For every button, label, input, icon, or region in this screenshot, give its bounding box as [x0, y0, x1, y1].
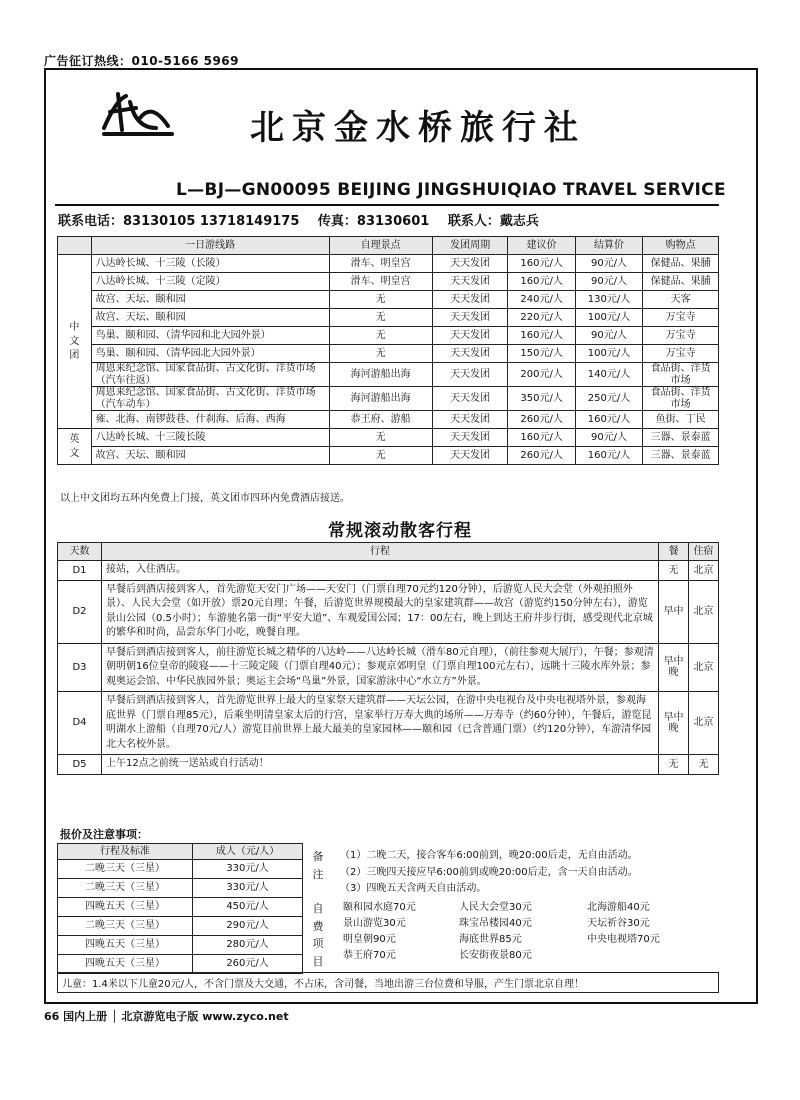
pricing-table	[57, 843, 303, 974]
divider	[55, 204, 719, 206]
pricing-heading: 报价及注意事项：	[60, 828, 148, 841]
cell-settle: 90元/人	[575, 273, 642, 291]
cell-self: 无	[329, 309, 432, 327]
ad-hotline: 广告征订热线：010-5166 5969	[44, 54, 240, 68]
table-row	[58, 363, 719, 387]
cell-cycle: 天天发团	[432, 363, 508, 387]
cell-shop: 鱼街、丁民	[643, 411, 719, 429]
cell-self: 无	[329, 447, 432, 465]
cell-self: 恭王府、游船	[329, 411, 432, 429]
cell-adult-price: 330元/人	[193, 879, 303, 898]
cell-adult-price: 290元/人	[193, 917, 303, 936]
selfpay-item: 北海游船40元	[587, 902, 650, 913]
remark-item: （2）三晚四天接应早6:00前到或晚20:00后走，含一天自由活动。	[340, 866, 638, 878]
header-meal: 餐	[659, 543, 689, 561]
selfpay-item: 景山游览30元	[343, 918, 406, 929]
contact-person: 联系人：戴志兵	[447, 214, 539, 229]
cell-cycle: 天天发团	[432, 327, 508, 345]
header-day: 天数	[58, 543, 102, 561]
header-shop: 购物点	[643, 237, 719, 255]
cell-adult-price: 280元/人	[193, 936, 303, 955]
cell-settle: 100元/人	[575, 309, 642, 327]
cell-self: 滑车、明皇宫	[329, 255, 432, 273]
group-header	[58, 237, 92, 255]
cell-standard: 二晚三天（三星）	[58, 879, 193, 898]
selfpay-list	[343, 900, 719, 964]
table-row	[58, 447, 719, 465]
cell-day: D4	[58, 692, 102, 755]
contact-fax: 传真：83130601	[317, 214, 430, 229]
header-stay: 住宿	[689, 543, 719, 561]
table-row	[58, 273, 719, 291]
cell-meal: 无	[659, 561, 689, 581]
table-row	[58, 345, 719, 363]
cell-shop: 三器、景泰蓝	[643, 447, 719, 465]
itinerary-table	[57, 542, 719, 775]
cell-price: 160元/人	[508, 429, 575, 447]
cell-shop: 食品街、洋货市场	[643, 387, 719, 411]
remarks-list	[340, 848, 638, 898]
cell-route: 故宫、天坛、颐和园	[91, 309, 329, 327]
cell-standard: 二晚三天（三星）	[58, 917, 193, 936]
cell-route: 故宫、天坛、颐和园	[91, 447, 329, 465]
page-footer: 66 国内上册 │ 北京游览电子版 www.zyco.net	[44, 1010, 289, 1023]
cell-day: D2	[58, 580, 102, 643]
cell-price: 150元/人	[508, 345, 575, 363]
table-header-row	[58, 543, 719, 561]
cell-route: 周恩来纪念馆、国家食品街、古文化街、洋货市场（汽车动车）	[91, 387, 329, 411]
selfpay-item: 长安街夜景80元	[459, 950, 532, 961]
table-row	[58, 309, 719, 327]
header-settle: 结算价	[575, 237, 642, 255]
cell-itinerary: 早餐后到酒店接到客人，前往游览长城之精华的八达岭——八达岭长城（滑车80元自理），（前往参观大展厅），午餐；参观清朝明朝16位皇帝的陵寝——十三陵定陵（门票自理40元）；参观京郊明皇（门票自理100元左右），远眺十三陵水库外景；参观奥运会馆、中华民族园外景；奥运主会场“鸟巢”外景，国家游泳中心“水立方”外景。	[102, 643, 659, 692]
cell-self: 无	[329, 345, 432, 363]
cell-shop: 万宝寺	[643, 327, 719, 345]
cell-stay: 北京	[689, 580, 719, 643]
cell-cycle: 天天发团	[432, 273, 508, 291]
cell-itinerary: 早餐后到酒店接到客人，首先游览世界上最大的皇家祭天建筑群——天坛公园，在游中央电视台及中央电视塔外景，参观海底世界（门票自理85元），后乘坐明清皇家太后的行宫，皇家举行万寿大典的场所——万寿寺（约60分钟），午餐后，游览昆明湖水上游船（自理70元/人）游览目前世界上最大最美的皇家园林——颐和园（已含普通门票）（约120分钟），车游清华园北大名校外景。	[102, 692, 659, 755]
brand-name-en: L—BJ—GN00095 BEIJING JINGSHUIQIAO TRAVEL SERVICE	[176, 180, 726, 200]
header-cycle: 发团周期	[432, 237, 508, 255]
table-row	[58, 692, 719, 755]
cell-cycle: 天天发团	[432, 429, 508, 447]
cell-price: 220元/人	[508, 309, 575, 327]
cell-cycle: 天天发团	[432, 387, 508, 411]
group-label-text: 英文	[69, 433, 80, 459]
cell-adult-price: 330元/人	[193, 860, 303, 879]
header-standard: 行程及标准	[58, 844, 193, 860]
cell-route: 鸟巢、颐和园、（清华园北大园外景）	[91, 345, 329, 363]
table-row	[58, 936, 303, 955]
cell-standard: 四晚五天（三星）	[58, 955, 193, 974]
selfpay-item: 恭王府70元	[343, 950, 396, 961]
table-row	[58, 327, 719, 345]
cell-route: 八达岭长城、十三陵长陵	[91, 429, 329, 447]
cell-settle: 90元/人	[575, 327, 642, 345]
cell-shop: 万宝寺	[643, 345, 719, 363]
table-row	[58, 580, 719, 643]
table-row	[58, 387, 719, 411]
cell-shop: 万宝寺	[643, 309, 719, 327]
cell-settle: 160元/人	[575, 447, 642, 465]
cell-route: 八达岭长城、十三陵（长陵）	[91, 255, 329, 273]
cell-itinerary: 早餐后到酒店接到客人，首先游览天安门广场——天安门（门票自理70元约120分钟），后游览人民大会堂（外观拍照外景）、人民大会堂（如开放）票20元自理；午餐，后游览世界规模最大的皇家建筑群——故宫（游览约150分钟左右），游览景山公园（0.5小时）；车游驰名第一街“平安大道”、车观爱国公园；17：00左右，晚上到达王府井步行街，感受现代北京城的繁华和时尚，品尝东华门小吃，晚餐自理。	[102, 580, 659, 643]
cell-price: 200元/人	[508, 363, 575, 387]
cell-adult-price: 450元/人	[193, 898, 303, 917]
cell-day: D5	[58, 755, 102, 775]
cell-shop: 天客	[643, 291, 719, 309]
selfpay-item: 明皇朝90元	[343, 934, 396, 945]
cell-settle: 160元/人	[575, 411, 642, 429]
selfpay-item: 颐和园水庭70元	[343, 902, 416, 913]
cell-price: 160元/人	[508, 273, 575, 291]
cell-itinerary: 上午12点之前统一送站或自行活动！	[102, 755, 659, 775]
cell-standard: 四晚五天（三星）	[58, 936, 193, 955]
selfpay-item: 中央电视塔70元	[587, 934, 660, 945]
cell-meal: 无	[659, 755, 689, 775]
cell-shop: 保健品、果脯	[643, 255, 719, 273]
contact-line	[58, 210, 553, 229]
brand-name-cn: 北京金水桥旅行社	[250, 108, 586, 148]
remark-item: （1）二晚二天，接合客车6:00前到，晚20:00后走，无自由活动。	[340, 850, 638, 861]
day-tour-note: 以上中文团均五环内免费上门接，英文团市四环内免费酒店接送。	[60, 493, 350, 504]
cell-shop: 保健品、果脯	[643, 273, 719, 291]
cell-cycle: 天天发团	[432, 411, 508, 429]
cell-price: 160元/人	[508, 327, 575, 345]
table-row	[58, 860, 303, 879]
cell-cycle: 天天发团	[432, 345, 508, 363]
cell-cycle: 天天发团	[432, 255, 508, 273]
table-row	[58, 411, 719, 429]
cell-shop: 三器、景泰蓝	[643, 429, 719, 447]
cell-cycle: 天天发团	[432, 291, 508, 309]
group-label-text: 中文团	[69, 321, 80, 361]
group-label	[58, 429, 92, 465]
cell-price: 350元/人	[508, 387, 575, 411]
header-adult-price: 成人（元/人）	[193, 844, 303, 860]
table-row	[58, 561, 719, 581]
cell-standard: 二晚三天（三星）	[58, 860, 193, 879]
cell-stay: 北京	[689, 692, 719, 755]
table-row	[58, 643, 719, 692]
cell-price: 240元/人	[508, 291, 575, 309]
header-route: 一日游线路	[91, 237, 329, 255]
cell-price: 260元/人	[508, 447, 575, 465]
table-row	[58, 291, 719, 309]
section-title: 常规滚动散客行程	[328, 521, 472, 541]
cell-self: 滑车、明皇宫	[329, 273, 432, 291]
cell-cycle: 天天发团	[432, 309, 508, 327]
header-itinerary: 行程	[102, 543, 659, 561]
cell-stay: 北京	[689, 561, 719, 581]
selfpay-item: 人民大会堂30元	[459, 902, 532, 913]
table-row	[58, 755, 719, 775]
table-row	[58, 429, 719, 447]
table-row	[58, 917, 303, 936]
table-row	[58, 898, 303, 917]
selfpay-item: 珠宝吊楼园40元	[459, 918, 532, 929]
table-header-row	[58, 844, 303, 860]
cell-self: 无	[329, 291, 432, 309]
cell-route: 鸟巢、颐和园、（清华园和北大园外景）	[91, 327, 329, 345]
selfpay-item: 海底世界85元	[459, 934, 522, 945]
cell-meal: 早中晚	[659, 643, 689, 692]
cell-self: 无	[329, 327, 432, 345]
cell-day: D1	[58, 561, 102, 581]
cell-route: 雍、北海、南锣鼓巷、什刹海、后海、西海	[91, 411, 329, 429]
contact-phone: 联系电话：83130105 13718149175	[58, 214, 300, 229]
cell-meal: 早中	[659, 580, 689, 643]
remarks-label: 备注	[312, 850, 324, 881]
cell-itinerary: 接站，入住酒店。	[102, 561, 659, 581]
header-self: 自理景点	[329, 237, 432, 255]
cell-route: 周恩来纪念馆、国家食品街、古文化街、洋货市场（汽车往返）	[91, 363, 329, 387]
day-tour-table	[57, 236, 719, 465]
cell-adult-price: 260元/人	[193, 955, 303, 974]
selfpay-item	[587, 948, 719, 964]
cell-cycle: 天天发团	[432, 447, 508, 465]
selfpay-item: 天坛祈谷30元	[587, 918, 650, 929]
cell-settle: 90元/人	[575, 255, 642, 273]
cell-day: D3	[58, 643, 102, 692]
group-label	[58, 255, 92, 429]
cell-route: 八达岭长城、十三陵（定陵）	[91, 273, 329, 291]
cell-settle: 250元/人	[575, 387, 642, 411]
cell-settle: 100元/人	[575, 345, 642, 363]
cell-stay: 无	[689, 755, 719, 775]
cell-shop: 食品街、洋货市场	[643, 363, 719, 387]
cell-settle: 140元/人	[575, 363, 642, 387]
child-policy: 儿童：1.4米以下儿童20元/人，不含门票及大交通，不占床，含司餐，当地出游三台位费和导服，产生门票北京自理！	[57, 972, 719, 993]
table-row	[58, 955, 303, 974]
table-row	[58, 255, 719, 273]
header-price: 建议价	[508, 237, 575, 255]
cell-meal: 早中晚	[659, 692, 689, 755]
cell-settle: 90元/人	[575, 429, 642, 447]
cell-price: 260元/人	[508, 411, 575, 429]
cell-self: 无	[329, 429, 432, 447]
cell-self: 海河游船出海	[329, 363, 432, 387]
cell-self: 海河游船出海	[329, 387, 432, 411]
table-row	[58, 879, 303, 898]
cell-route: 故宫、天坛、颐和园	[91, 291, 329, 309]
cell-stay: 北京	[689, 643, 719, 692]
table-header-row	[58, 237, 719, 255]
cell-price: 160元/人	[508, 255, 575, 273]
company-logo-icon	[96, 88, 176, 142]
remark-item: （3）四晚五天含两天自由活动。	[340, 883, 487, 894]
selfpay-label: 自费项目	[312, 902, 324, 968]
cell-settle: 130元/人	[575, 291, 642, 309]
cell-standard: 四晚五天（三星）	[58, 898, 193, 917]
